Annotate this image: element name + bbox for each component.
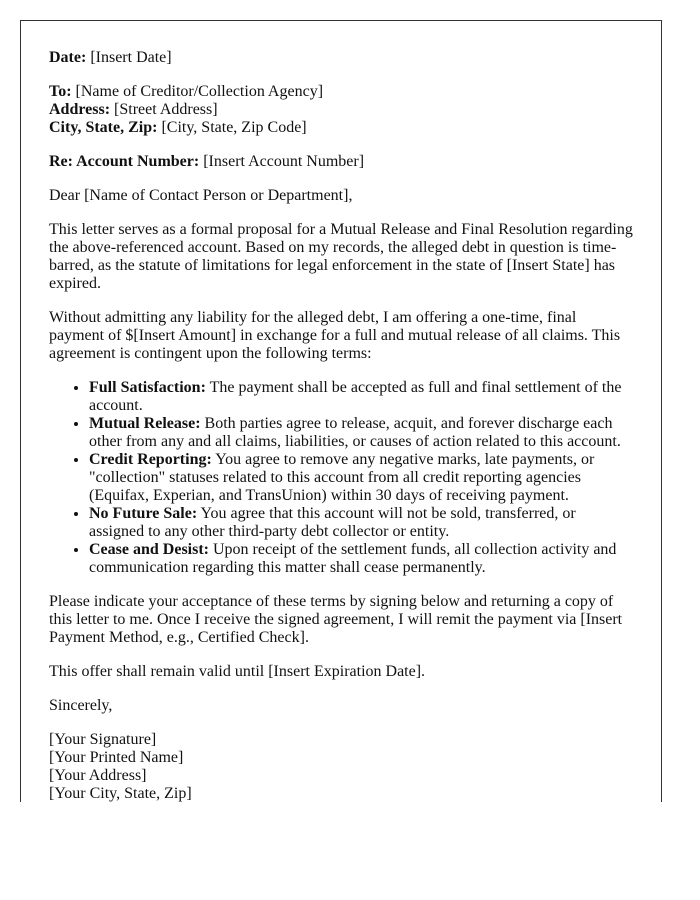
signature-block [49,731,633,802]
recipient-address-line [49,101,633,119]
signature-line: [Your Signature] [49,731,157,748]
term-text: Upon receipt of the settlement funds, all collection activity and communication regarding this matter shall cease permanently. [89,541,617,576]
recipient-name-value: [Name of Creditor/Collection Agency] [75,83,324,100]
term-label: Credit Reporting: [89,451,212,468]
term-label: Mutual Release: [89,415,201,432]
term-item [89,505,633,541]
reference-line [49,153,633,171]
term-text: The payment shall be accepted as full and final settlement of the account. [89,379,622,414]
term-item [89,415,633,451]
recipient-city-line [49,119,633,137]
recipient-address-value: [Street Address] [114,101,218,118]
salutation: Dear [Name of Contact Person or Department], [49,187,353,204]
body-paragraph-1: This letter serves as a formal proposal for a Mutual Release and Final Resolution regarding the above-referenced account. Based on my records, the alleged debt in question is time-barred, as the statute of limitations for legal enforcement in the state of [Insert State] has expired. [49,221,633,292]
recipient-name-label: To: [49,83,72,100]
body-paragraph-4: This offer shall remain valid until [Insert Expiration Date]. [49,663,426,680]
date-label: Date: [49,49,87,66]
closing: Sincerely, [49,697,113,714]
term-item [89,451,633,505]
reference-value: [Insert Account Number] [203,153,365,170]
term-item [89,541,633,577]
letter-document [20,20,662,802]
term-label: Full Satisfaction: [89,379,206,396]
body-paragraph-3: Please indicate your acceptance of these terms by signing below and returning a copy of this letter to me. Once I receive the signed agreement, I will remit the payment via [Insert Payment Method, e.g., Certified Check]. [49,593,623,646]
date-value: [Insert Date] [90,49,172,66]
reference-label: Re: Account Number: [49,153,200,170]
sender-city-line: [Your City, State, Zip] [49,785,192,802]
body-paragraph-2: Without admitting any liability for the alleged debt, I am offering a one-time, final payment of $[Insert Amount] in exchange for a full and mutual release of all claims. This agreement is contingent upon the following terms: [49,309,621,362]
date-line [49,49,633,67]
sender-address-line: [Your Address] [49,767,147,784]
recipient-name-line [49,83,633,101]
recipient-city-label: City, State, Zip: [49,119,158,136]
recipient-address-label: Address: [49,101,111,118]
term-text: You agree that this account will not be sold, transferred, or assigned to any other third-party debt collector or entity. [89,505,576,540]
term-label: Cease and Desist: [89,541,209,558]
term-text: You agree to remove any negative marks, late payments, or "collection" statuses related to this account from all credit reporting agencies (Equifax, Experian, and TransUnion) within 30 days of receiving payment. [89,451,595,504]
recipient-block [49,83,633,137]
recipient-city-value: [City, State, Zip Code] [161,119,307,136]
term-text: Both parties agree to release, acquit, and forever discharge each other from any and all claims, liabilities, or causes of action related to this account. [89,415,621,450]
term-label: No Future Sale: [89,505,198,522]
terms-list [49,379,633,577]
term-item [89,379,633,415]
printed-name-line: [Your Printed Name] [49,749,184,766]
